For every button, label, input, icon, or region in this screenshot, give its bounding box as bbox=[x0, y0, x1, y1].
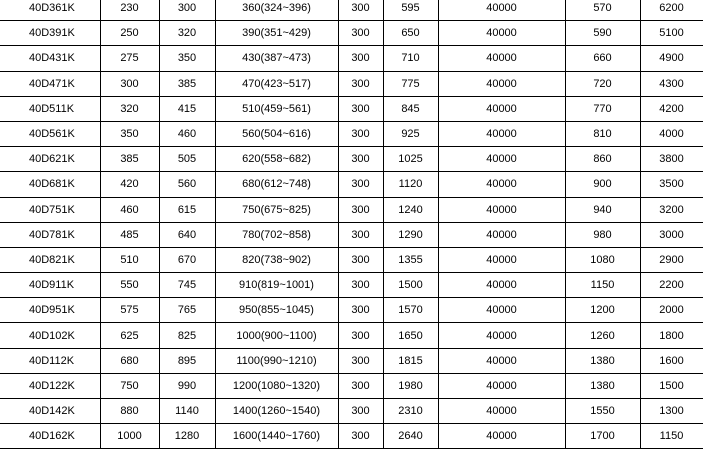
max-peak-current-cell: 40000 bbox=[438, 147, 565, 172]
acrms-voltage-cell: 350 bbox=[100, 121, 159, 146]
acrms-voltage-cell: 550 bbox=[100, 273, 159, 298]
energy-cell: 720 bbox=[565, 71, 640, 96]
acrms-voltage-cell: 880 bbox=[100, 399, 159, 424]
table-row bbox=[0, 21, 703, 46]
dc-voltage-cell: 765 bbox=[159, 298, 215, 323]
dc-voltage-cell: 320 bbox=[159, 21, 215, 46]
peak-current-count-cell: 300 bbox=[338, 424, 383, 449]
capacitance-cell: 2200 bbox=[640, 273, 703, 298]
max-peak-current-cell: 40000 bbox=[438, 247, 565, 272]
dc-voltage-cell: 640 bbox=[159, 222, 215, 247]
varistor-voltage-cell: 750(675~825) bbox=[215, 197, 338, 222]
dc-voltage-cell: 385 bbox=[159, 71, 215, 96]
clamp-voltage-cell: 925 bbox=[383, 121, 438, 146]
model-cell: 40D951K bbox=[0, 298, 100, 323]
dc-voltage-cell: 300 bbox=[159, 0, 215, 21]
table-row bbox=[0, 96, 703, 121]
energy-cell: 900 bbox=[565, 172, 640, 197]
acrms-voltage-cell: 230 bbox=[100, 0, 159, 21]
energy-cell: 660 bbox=[565, 46, 640, 71]
model-cell: 40D431K bbox=[0, 46, 100, 71]
peak-current-count-cell: 300 bbox=[338, 399, 383, 424]
varistor-voltage-cell: 910(819~1001) bbox=[215, 273, 338, 298]
peak-current-count-cell: 300 bbox=[338, 96, 383, 121]
clamp-voltage-cell: 1815 bbox=[383, 348, 438, 373]
peak-current-count-cell: 300 bbox=[338, 147, 383, 172]
peak-current-count-cell: 300 bbox=[338, 121, 383, 146]
model-cell: 40D122K bbox=[0, 373, 100, 398]
varistor-voltage-cell: 1000(900~1100) bbox=[215, 323, 338, 348]
energy-cell: 1150 bbox=[565, 273, 640, 298]
acrms-voltage-cell: 1000 bbox=[100, 424, 159, 449]
clamp-voltage-cell: 1355 bbox=[383, 247, 438, 272]
max-peak-current-cell: 40000 bbox=[438, 373, 565, 398]
acrms-voltage-cell: 625 bbox=[100, 323, 159, 348]
capacitance-cell: 3200 bbox=[640, 197, 703, 222]
model-cell: 40D142K bbox=[0, 399, 100, 424]
table-row bbox=[0, 273, 703, 298]
max-peak-current-cell: 40000 bbox=[438, 222, 565, 247]
energy-cell: 1700 bbox=[565, 424, 640, 449]
energy-cell: 980 bbox=[565, 222, 640, 247]
max-peak-current-cell: 40000 bbox=[438, 96, 565, 121]
capacitance-cell: 5100 bbox=[640, 21, 703, 46]
clamp-voltage-cell: 1290 bbox=[383, 222, 438, 247]
max-peak-current-cell: 40000 bbox=[438, 399, 565, 424]
capacitance-cell: 4300 bbox=[640, 71, 703, 96]
capacitance-cell: 3500 bbox=[640, 172, 703, 197]
peak-current-count-cell: 300 bbox=[338, 373, 383, 398]
energy-cell: 1380 bbox=[565, 348, 640, 373]
energy-cell: 810 bbox=[565, 121, 640, 146]
table-row bbox=[0, 121, 703, 146]
acrms-voltage-cell: 460 bbox=[100, 197, 159, 222]
max-peak-current-cell: 40000 bbox=[438, 172, 565, 197]
acrms-voltage-cell: 680 bbox=[100, 348, 159, 373]
model-cell: 40D471K bbox=[0, 71, 100, 96]
varistor-voltage-cell: 1100(990~1210) bbox=[215, 348, 338, 373]
clamp-voltage-cell: 775 bbox=[383, 71, 438, 96]
max-peak-current-cell: 40000 bbox=[438, 197, 565, 222]
peak-current-count-cell: 300 bbox=[338, 172, 383, 197]
max-peak-current-cell: 40000 bbox=[438, 323, 565, 348]
acrms-voltage-cell: 750 bbox=[100, 373, 159, 398]
clamp-voltage-cell: 710 bbox=[383, 46, 438, 71]
clamp-voltage-cell: 2640 bbox=[383, 424, 438, 449]
dc-voltage-cell: 1140 bbox=[159, 399, 215, 424]
dc-voltage-cell: 825 bbox=[159, 323, 215, 348]
varistor-voltage-cell: 390(351~429) bbox=[215, 21, 338, 46]
clamp-voltage-cell: 2310 bbox=[383, 399, 438, 424]
model-cell: 40D102K bbox=[0, 323, 100, 348]
peak-current-count-cell: 300 bbox=[338, 298, 383, 323]
energy-cell: 1380 bbox=[565, 373, 640, 398]
capacitance-cell: 2000 bbox=[640, 298, 703, 323]
varistor-voltage-cell: 1200(1080~1320) bbox=[215, 373, 338, 398]
capacitance-cell: 3800 bbox=[640, 147, 703, 172]
capacitance-cell: 1300 bbox=[640, 399, 703, 424]
max-peak-current-cell: 40000 bbox=[438, 21, 565, 46]
varistor-voltage-cell: 950(855~1045) bbox=[215, 298, 338, 323]
peak-current-count-cell: 300 bbox=[338, 0, 383, 21]
capacitance-cell: 2900 bbox=[640, 247, 703, 272]
peak-current-count-cell: 300 bbox=[338, 21, 383, 46]
table-row bbox=[0, 222, 703, 247]
capacitance-cell: 1800 bbox=[640, 323, 703, 348]
table-row bbox=[0, 0, 703, 21]
peak-current-count-cell: 300 bbox=[338, 247, 383, 272]
dc-voltage-cell: 415 bbox=[159, 96, 215, 121]
acrms-voltage-cell: 575 bbox=[100, 298, 159, 323]
varistor-voltage-cell: 680(612~748) bbox=[215, 172, 338, 197]
acrms-voltage-cell: 300 bbox=[100, 71, 159, 96]
dc-voltage-cell: 670 bbox=[159, 247, 215, 272]
energy-cell: 570 bbox=[565, 0, 640, 21]
acrms-voltage-cell: 420 bbox=[100, 172, 159, 197]
clamp-voltage-cell: 1025 bbox=[383, 147, 438, 172]
table-row bbox=[0, 71, 703, 96]
varistor-voltage-cell: 1600(1440~1760) bbox=[215, 424, 338, 449]
acrms-voltage-cell: 275 bbox=[100, 46, 159, 71]
energy-cell: 1200 bbox=[565, 298, 640, 323]
clamp-voltage-cell: 1120 bbox=[383, 172, 438, 197]
clamp-voltage-cell: 845 bbox=[383, 96, 438, 121]
clamp-voltage-cell: 1500 bbox=[383, 273, 438, 298]
acrms-voltage-cell: 320 bbox=[100, 96, 159, 121]
peak-current-count-cell: 300 bbox=[338, 71, 383, 96]
model-cell: 40D781K bbox=[0, 222, 100, 247]
model-cell: 40D511K bbox=[0, 96, 100, 121]
dc-voltage-cell: 560 bbox=[159, 172, 215, 197]
peak-current-count-cell: 300 bbox=[338, 222, 383, 247]
capacitance-cell: 1500 bbox=[640, 373, 703, 398]
peak-current-count-cell: 300 bbox=[338, 273, 383, 298]
dc-voltage-cell: 745 bbox=[159, 273, 215, 298]
model-cell: 40D911K bbox=[0, 273, 100, 298]
acrms-voltage-cell: 510 bbox=[100, 247, 159, 272]
max-peak-current-cell: 40000 bbox=[438, 71, 565, 96]
model-cell: 40D821K bbox=[0, 247, 100, 272]
max-peak-current-cell: 40000 bbox=[438, 298, 565, 323]
table-row bbox=[0, 323, 703, 348]
capacitance-cell: 4900 bbox=[640, 46, 703, 71]
capacitance-cell: 1600 bbox=[640, 348, 703, 373]
peak-current-count-cell: 300 bbox=[338, 348, 383, 373]
peak-current-count-cell: 300 bbox=[338, 323, 383, 348]
max-peak-current-cell: 40000 bbox=[438, 0, 565, 21]
model-cell: 40D561K bbox=[0, 121, 100, 146]
table-row bbox=[0, 172, 703, 197]
table-row bbox=[0, 46, 703, 71]
dc-voltage-cell: 895 bbox=[159, 348, 215, 373]
max-peak-current-cell: 40000 bbox=[438, 348, 565, 373]
table-row bbox=[0, 373, 703, 398]
dc-voltage-cell: 350 bbox=[159, 46, 215, 71]
peak-current-count-cell: 300 bbox=[338, 197, 383, 222]
varistor-voltage-cell: 1400(1260~1540) bbox=[215, 399, 338, 424]
varistor-voltage-cell: 360(324~396) bbox=[215, 0, 338, 21]
capacitance-cell: 3000 bbox=[640, 222, 703, 247]
table-row bbox=[0, 197, 703, 222]
max-peak-current-cell: 40000 bbox=[438, 273, 565, 298]
clamp-voltage-cell: 1980 bbox=[383, 373, 438, 398]
model-cell: 40D361K bbox=[0, 0, 100, 21]
table-row bbox=[0, 348, 703, 373]
varistor-voltage-cell: 620(558~682) bbox=[215, 147, 338, 172]
model-cell: 40D621K bbox=[0, 147, 100, 172]
dc-voltage-cell: 615 bbox=[159, 197, 215, 222]
energy-cell: 1080 bbox=[565, 247, 640, 272]
acrms-voltage-cell: 250 bbox=[100, 21, 159, 46]
varistor-voltage-cell: 510(459~561) bbox=[215, 96, 338, 121]
energy-cell: 1260 bbox=[565, 323, 640, 348]
clamp-voltage-cell: 650 bbox=[383, 21, 438, 46]
model-cell: 40D112K bbox=[0, 348, 100, 373]
dc-voltage-cell: 990 bbox=[159, 373, 215, 398]
energy-cell: 770 bbox=[565, 96, 640, 121]
table-row bbox=[0, 399, 703, 424]
varistor-voltage-cell: 780(702~858) bbox=[215, 222, 338, 247]
clamp-voltage-cell: 595 bbox=[383, 0, 438, 21]
table-row bbox=[0, 147, 703, 172]
model-cell: 40D391K bbox=[0, 21, 100, 46]
energy-cell: 1550 bbox=[565, 399, 640, 424]
max-peak-current-cell: 40000 bbox=[438, 424, 565, 449]
energy-cell: 860 bbox=[565, 147, 640, 172]
varistor-voltage-cell: 820(738~902) bbox=[215, 247, 338, 272]
capacitance-cell: 4000 bbox=[640, 121, 703, 146]
dc-voltage-cell: 505 bbox=[159, 147, 215, 172]
energy-cell: 590 bbox=[565, 21, 640, 46]
acrms-voltage-cell: 485 bbox=[100, 222, 159, 247]
model-cell: 40D751K bbox=[0, 197, 100, 222]
clamp-voltage-cell: 1570 bbox=[383, 298, 438, 323]
model-cell: 40D681K bbox=[0, 172, 100, 197]
dc-voltage-cell: 1280 bbox=[159, 424, 215, 449]
table-row bbox=[0, 247, 703, 272]
capacitance-cell: 6200 bbox=[640, 0, 703, 21]
capacitance-cell: 1150 bbox=[640, 424, 703, 449]
max-peak-current-cell: 40000 bbox=[438, 121, 565, 146]
acrms-voltage-cell: 385 bbox=[100, 147, 159, 172]
table-row bbox=[0, 298, 703, 323]
clamp-voltage-cell: 1650 bbox=[383, 323, 438, 348]
table-row bbox=[0, 424, 703, 449]
varistor-voltage-cell: 430(387~473) bbox=[215, 46, 338, 71]
max-peak-current-cell: 40000 bbox=[438, 46, 565, 71]
model-cell: 40D162K bbox=[0, 424, 100, 449]
peak-current-count-cell: 300 bbox=[338, 46, 383, 71]
capacitance-cell: 4200 bbox=[640, 96, 703, 121]
dc-voltage-cell: 460 bbox=[159, 121, 215, 146]
clamp-voltage-cell: 1240 bbox=[383, 197, 438, 222]
varistor-voltage-cell: 560(504~616) bbox=[215, 121, 338, 146]
energy-cell: 940 bbox=[565, 197, 640, 222]
varistor-voltage-cell: 470(423~517) bbox=[215, 71, 338, 96]
